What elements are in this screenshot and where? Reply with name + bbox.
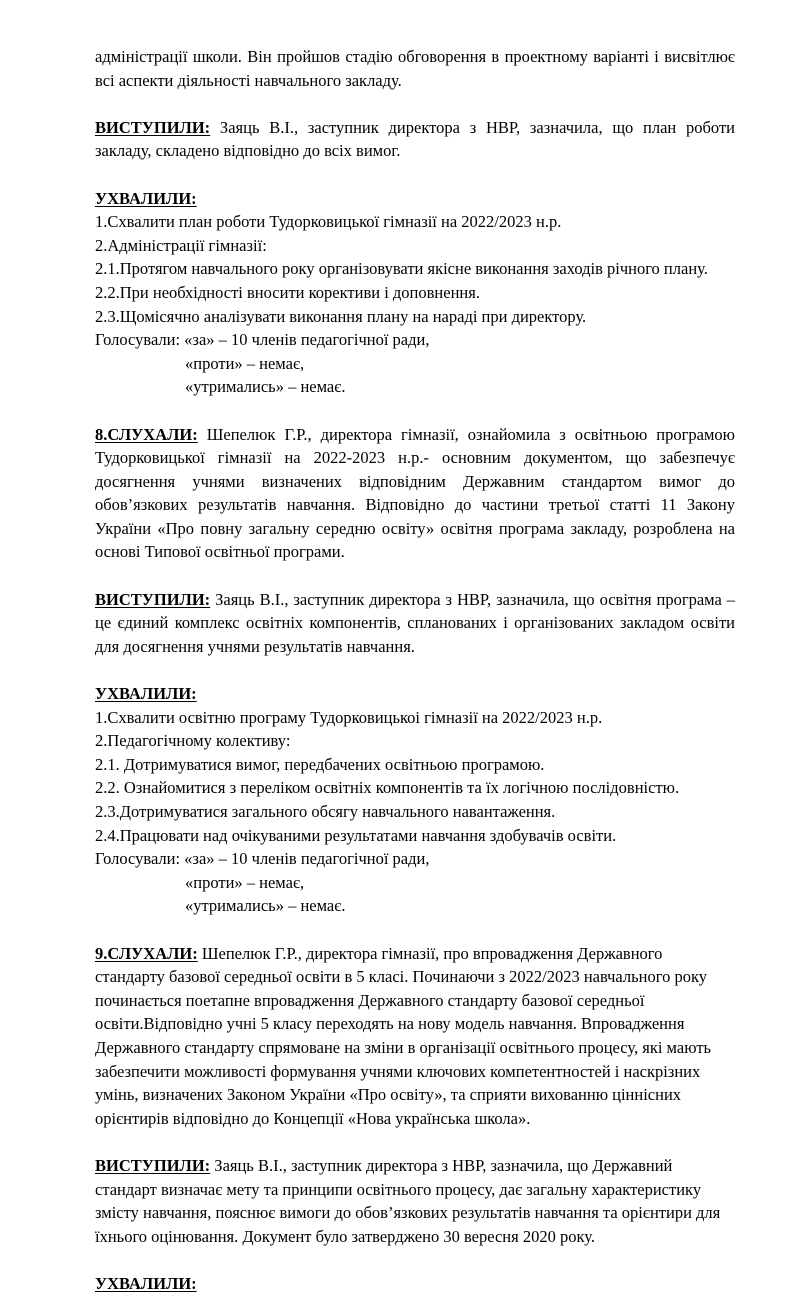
section8-resolved-heading: УХВАЛИЛИ: (95, 684, 197, 704)
section8-resolved-item-2: 2.Педагогічному колективу: (95, 731, 291, 751)
section7-speakers-label: ВИСТУПИЛИ: (95, 117, 211, 137)
section7-resolved-item-2-1: 2.1.Протягом навчального року організовувати якісне виконання заходів річного плану. (95, 259, 708, 279)
section7-resolved-item-2-3: 2.3.Щомісячно аналізувати виконання плану на нараді при директору. (95, 306, 587, 326)
section7-resolved-item-2-2: 2.2.При необхідності вносити корективи і доповнення. (95, 282, 480, 302)
section8-vote-abstain: «утримались» – немає. (185, 896, 346, 916)
section7-vote-against: «проти» – немає, (185, 353, 305, 373)
section7-speakers-paragraph (95, 116, 735, 163)
section8-vote-for: Голосували: «за» – 10 членів педагогічної ради, (95, 849, 430, 869)
opening-paragraph: адміністрації школи. Він пройшов стадію обговорення в проектному варіанті і висвітлює всі аспекти діяльності навчального закладу. (95, 47, 735, 90)
section9-resolved-heading: УХВАЛИЛИ: (95, 1273, 197, 1293)
section8-heard-label: 8.СЛУХАЛИ: (95, 424, 198, 444)
section8-resolved-item-1: 1.Схвалити освітню програму Тудорковицькоі гімназії на 2022/2023 н.р. (95, 707, 603, 727)
section9-heard-text: Шепелюк Г.Р., директора гімназії, про впровадження Державного стандарту базової середньої освіти в 5 класі. Починаючи з 2022/2023 навчального року починається поетапне впровадження Державного стандарту базової середньої освіти.Відповідно учні 5 класу переходять на нову модель навчання. Впровадження Державного стандарту спрямоване на зміни в організації освітнього процесу, які мають забезпечити можливості формування учнями ключових компетентностей і наскрізних умінь, визначених Законом України «Про освіту», та сприяти вихованню ціннісних орієнтирів відповідно до Концепції «Нова українська школа». (95, 943, 712, 1128)
paragraph-gap (95, 399, 735, 423)
section8-vote-against: «проти» – немає, (185, 872, 305, 892)
paragraph-gap (95, 1248, 735, 1272)
paragraph-gap (95, 658, 735, 682)
document-body (95, 45, 735, 1295)
section8-heard-paragraph (95, 423, 735, 565)
section8-heard-text: Шепелюк Г.Р., директора гімназії, ознайомила з освітньою програмою Тудорковицької гімназії на 2022-2023 н.р.- основним документом, що забезпечує досягнення учнями визначених відповідним Державним стандартом вимог до обов’язкових результатів навчання. Відповідно до частини третьої статті 11 Закону України «Про повну загальну середню освіту» освітня програма закладу, розроблена на основі Типової освітньої програми. (95, 424, 735, 562)
section9-heard-paragraph (95, 942, 735, 1131)
paragraph-gap (95, 918, 735, 942)
section7-resolved-heading: УХВАЛИЛИ: (95, 188, 197, 208)
paragraph-gap (95, 564, 735, 588)
section8-speakers-label: ВИСТУПИЛИ: (95, 589, 211, 609)
section8-resolved-item-2-2: 2.2. Ознайомитися з переліком освітніх компонентів та їх логічною послідовністю. (95, 778, 680, 798)
section7-resolved-item-2: 2.Адміністрації гімназії: (95, 235, 267, 255)
section8-resolved-item-2-3: 2.3.Дотримуватися загального обсягу навчального навантаження. (95, 802, 556, 821)
section9-speakers-text: Заяць В.І., заступник директора з НВР, зазначила, що Державний стандарт визначає мету та принципи освітнього процесу, дає загальну характеристику змісту навчання, пояснює вимоги до обов’язкових результатів навчання та орієнтири для їхнього оцінювання. Документ було затверджено 30 вересня 2020 року. (95, 1155, 721, 1246)
section8-resolved-item-2-4: 2.4.Працювати над очікуваними результатами навчання здобувачів освіти. (95, 825, 617, 845)
paragraph-gap (95, 163, 735, 187)
section9-speakers-paragraph (95, 1154, 735, 1248)
section9-heard-label: 9.СЛУХАЛИ: (95, 943, 198, 963)
section7-vote-for: Голосували: «за» – 10 членів педагогічної ради, (95, 330, 430, 350)
section8-speakers-text: Заяць В.І., заступник директора з НВР, зазначила, що освітня програма – це єдиний комплекс освітніх компонентів, спланованих і організованих закладом освіти для досягнення учнями результатів навчання. (95, 589, 735, 656)
section7-speakers-text: Заяць В.І., заступник директора з НВР, зазначила, що план роботи закладу, складено відповідно до всіх вимог. (95, 117, 735, 161)
section9-speakers-label: ВИСТУПИЛИ: (95, 1155, 211, 1175)
section8-resolved-item-2-1: 2.1. Дотримуватися вимог, передбачених освітньою програмою. (95, 754, 545, 774)
section7-vote-abstain: «утримались» – немає. (185, 377, 346, 397)
paragraph-gap (95, 92, 735, 116)
paragraph-gap (95, 1130, 735, 1154)
section8-speakers-paragraph (95, 588, 735, 659)
section7-resolved-item-1: 1.Схвалити план роботи Тудорковицької гімназії на 2022/2023 н.р. (95, 212, 562, 232)
